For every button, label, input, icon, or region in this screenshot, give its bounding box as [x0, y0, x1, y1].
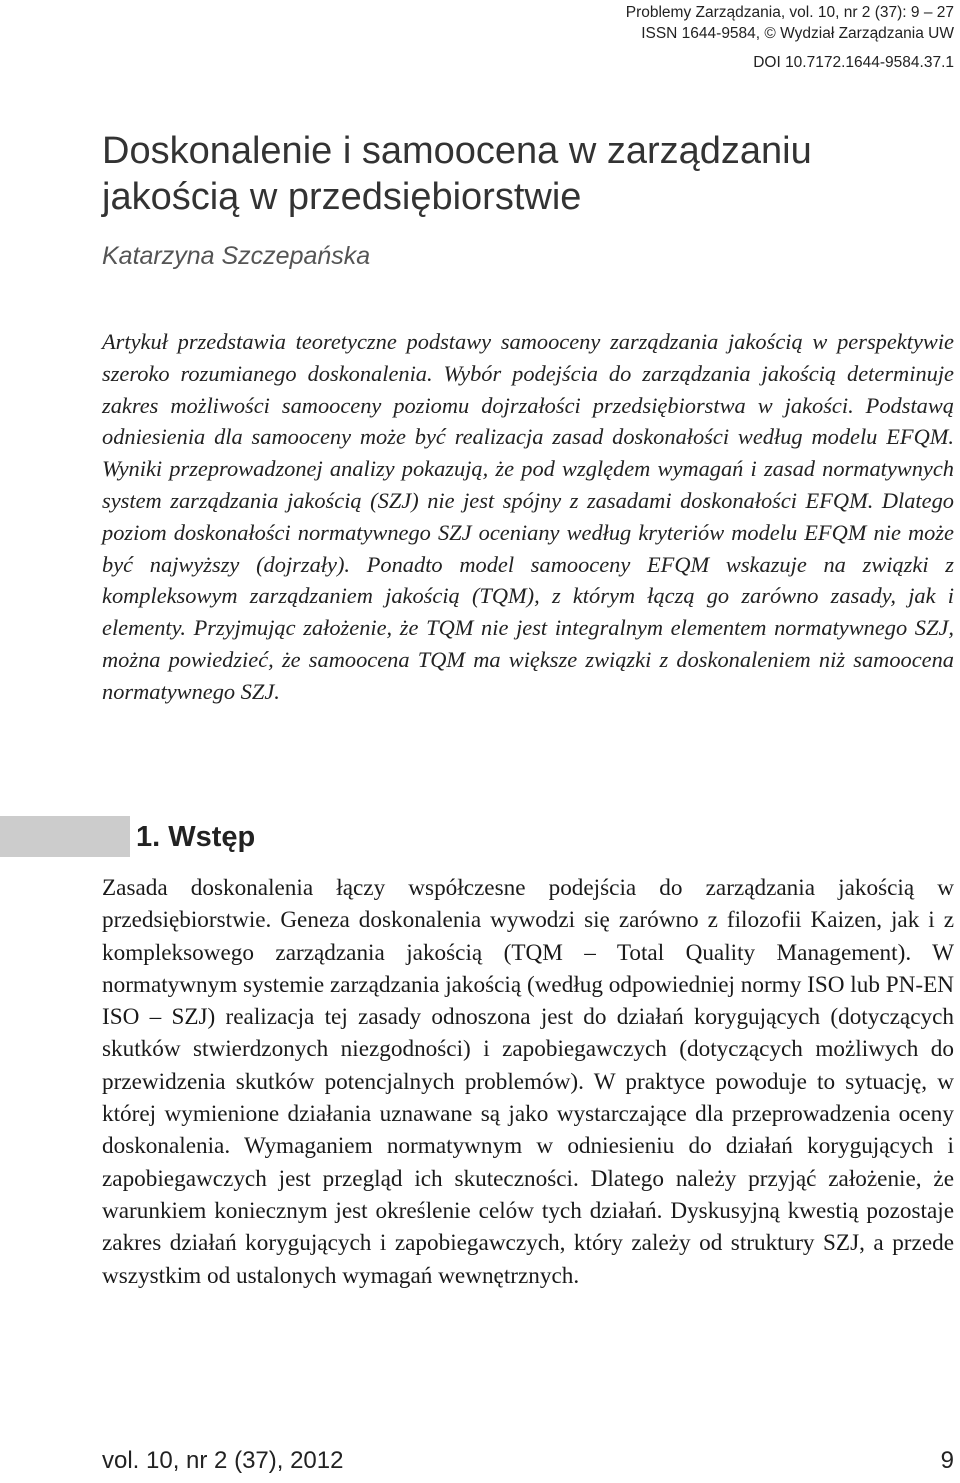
article-author: Katarzyna Szczepańska [102, 242, 371, 270]
page-number: 9 [940, 1447, 954, 1474]
article-title: Doskonalenie i samoocena w zarządzaniu jakością w przedsiębiorstwie [102, 130, 812, 218]
section-body-paragraph: Zasada doskonalenia łączy współczesne podejścia do zarządzania jakością w przedsiębiorstwie. Geneza doskonalenia wywodzi się zarówno z filozofii Kaizen, jak i z kompleksowego zarządzania jakością (TQM – Total Quality Management). W normatywnym systemie zarządzania jakością (według odpowiedniej normy ISO lub PN-EN ISO – SZJ) realizacja tej zasady odnoszona jest do działań korygujących (dotyczących skutków stwierdzonych niezgodności) i zapobiegawczych (dotyczących możliwych do przewidzenia skutków potencjalnych problemów). W praktyce powoduje to sytuację, w której wymienione działania uznawane są jako wystarczające dla przeprowadzenia oceny doskonalenia. Wymaganiem normatywnym w odniesieniu do działań korygujących i zapobiegawczych jest przegląd ich skuteczności. Dlatego należy przyjąć założenie, że warunkiem koniecznym jest określenie celów tych działań. Dyskusyjną kwestią pozostaje zakres działań korygujących i zapobiegawczych, który zależy od struktury SZJ, a przede wszystkim od ustalonych wymagań wewnętrznych. [102, 875, 954, 1289]
footer-volume: vol. 10, nr 2 (37), 2012 [102, 1447, 344, 1474]
section-heading: 1. Wstęp [136, 821, 256, 853]
journal-header [626, 2, 954, 73]
section-marker-bar [0, 816, 130, 857]
issn-line: ISSN 1644-9584, © Wydział Zarządzania UW [641, 25, 954, 42]
journal-citation: Problemy Zarządzania, vol. 10, nr 2 (37): 9 – 27 [625, 4, 954, 21]
article-abstract: Artykuł przedstawia teoretyczne podstawy samooceny zarządzania jakością w perspektywie szeroko rozumianego doskonalenia. Wybór podejścia do zarządzania jakością determinuje zakres możliwości samooceny poziomu dojrzałości przedsiębiorstwa w jakości. Podstawą odniesienia dla samooceny może być realizacja zasad doskonałości według modelu EFQM. Wyniki przeprowadzonej analizy pokazują, że pod względem wymagań i zasad normatywnych system zarządzania jakością (SZJ) nie jest spójny z zasadami doskonałości EFQM. Dlatego poziom doskonałości normatywnego SZJ oceniany według kryteriów modelu EFQM nie może być najwyższy (dojrzały). Ponadto model samooceny EFQM wskazuje na związki z kompleksowym zarządzaniem jakością (TQM), z którym łączą go zarówno zasady, jak i elementy. Przyjmując założenie, że TQM nie jest integralnym elementem normatywnego SZJ, można powiedzieć, że samoocena TQM ma większe związki z doskonaleniem niż samoocena normatywnego SZJ. [102, 329, 954, 704]
doi-link[interactable]: DOI 10.7172.1644-9584.37.1 [753, 54, 954, 71]
